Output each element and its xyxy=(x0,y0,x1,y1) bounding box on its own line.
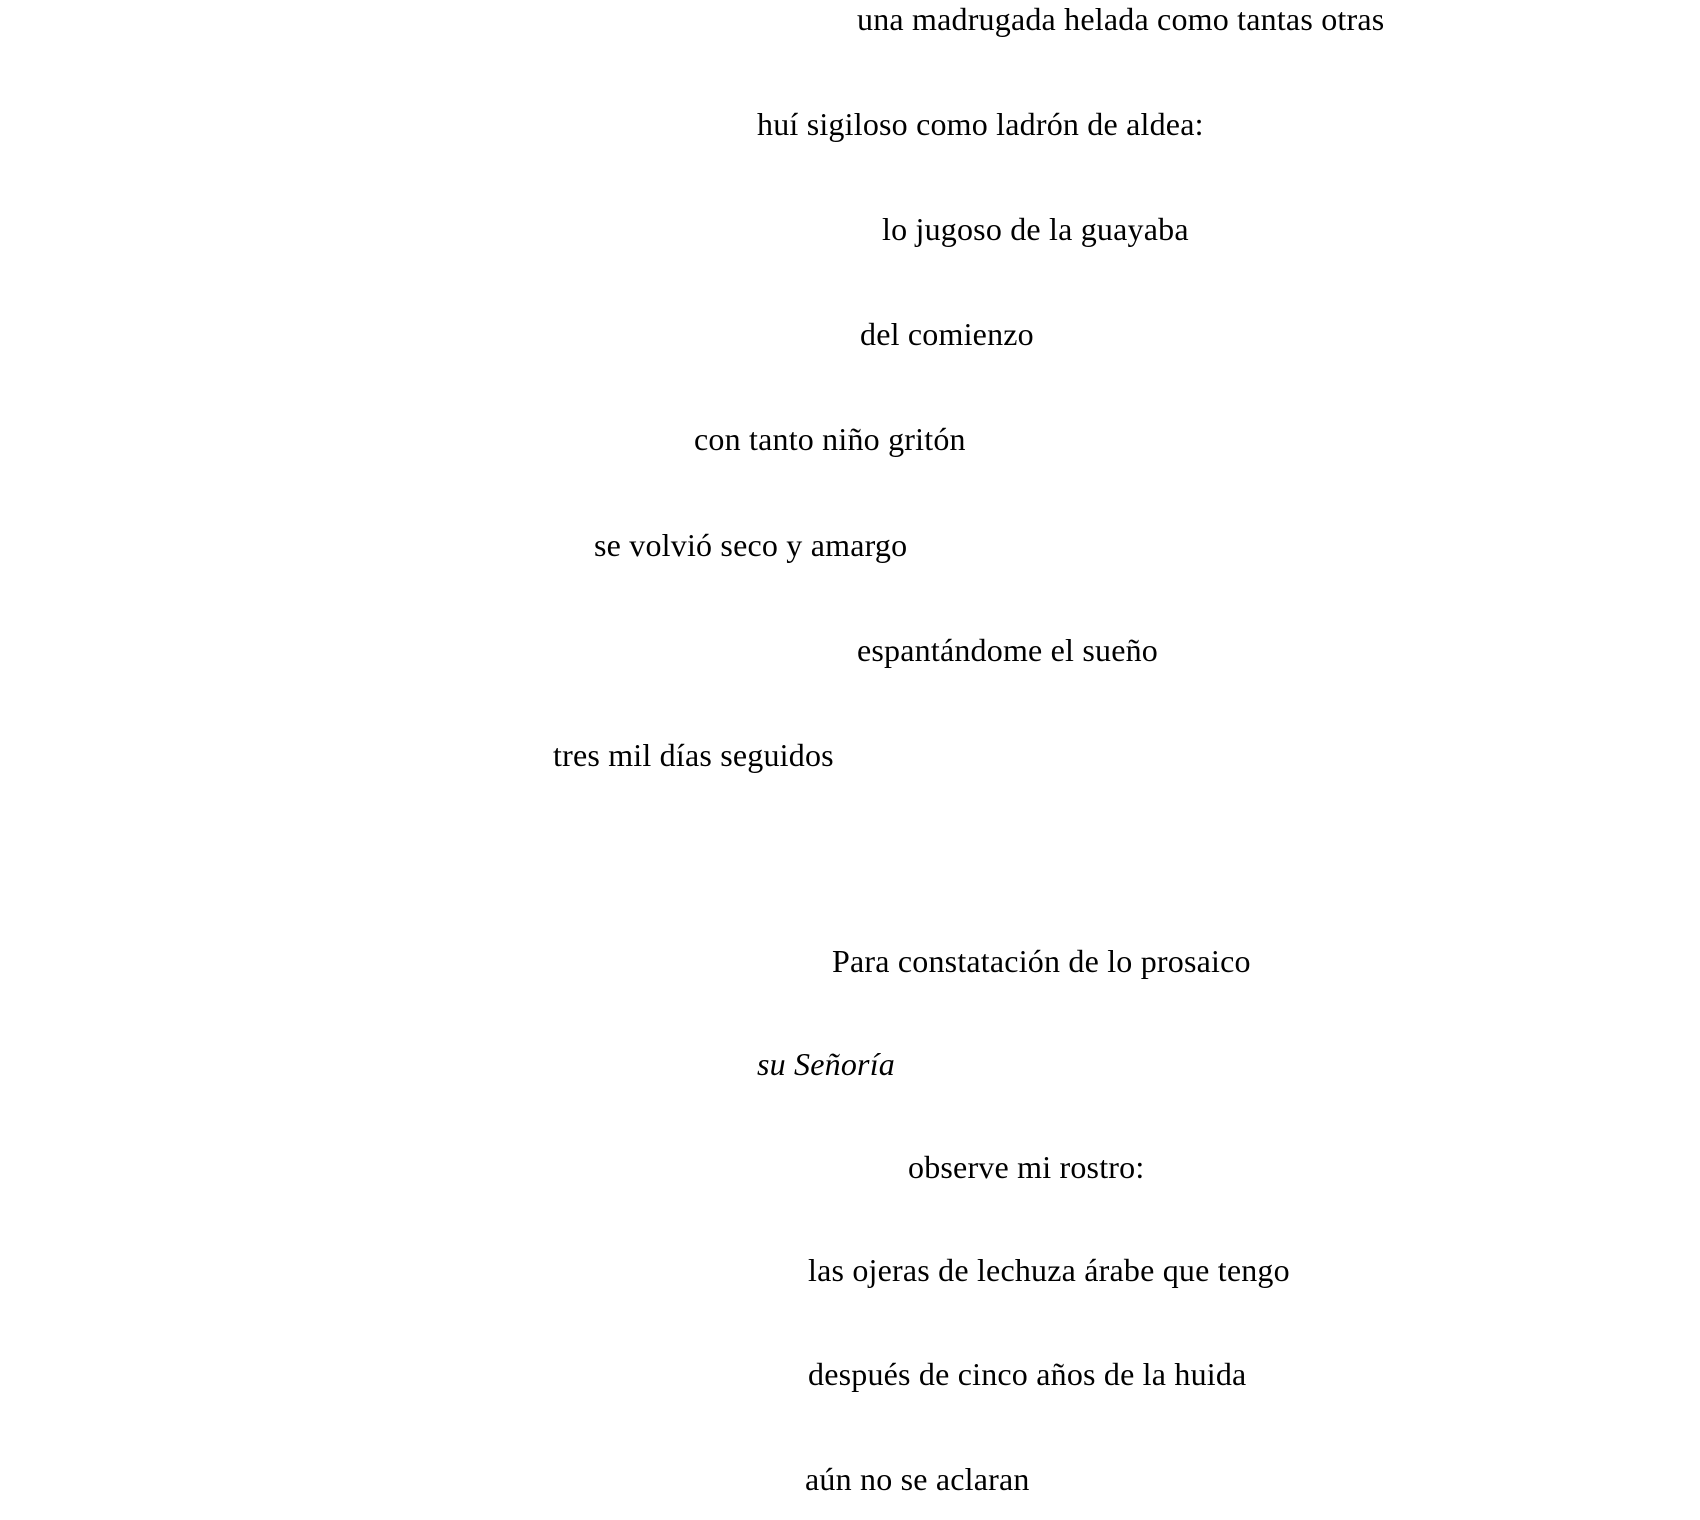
poem-line-6: se volvió seco y amargo xyxy=(594,527,908,563)
poem-line-9: Para constatación de lo prosaico xyxy=(832,943,1251,979)
poem-line-12: las ojeras de lechuza árabe que tengo xyxy=(808,1252,1290,1288)
poem-line-3: lo jugoso de la guayaba xyxy=(882,211,1189,247)
poem-line-5: con tanto niño gritón xyxy=(694,421,966,457)
poem-line-1: una madrugada helada como tantas otras xyxy=(857,1,1385,37)
poem-line-8: tres mil días seguidos xyxy=(553,737,834,773)
poem-line-4: del comienzo xyxy=(860,316,1034,352)
poem-line-11: observe mi rostro: xyxy=(908,1149,1145,1185)
poem-line-13: después de cinco años de la huida xyxy=(808,1356,1247,1392)
poem-line-7: espantándome el sueño xyxy=(857,632,1158,668)
poem-line-10: su Señoría xyxy=(757,1046,895,1082)
poem-line-14: aún no se aclaran xyxy=(805,1461,1030,1497)
poem-line-2: huí sigiloso como ladrón de aldea: xyxy=(757,106,1204,142)
